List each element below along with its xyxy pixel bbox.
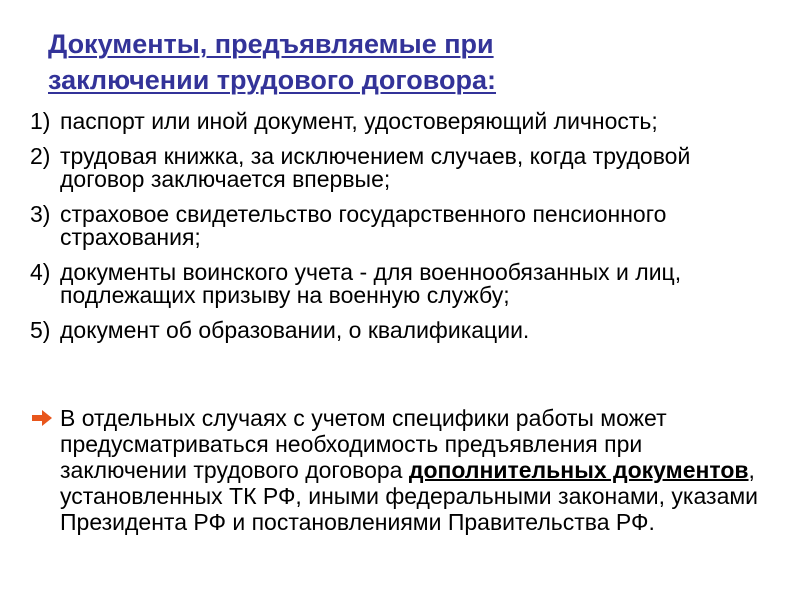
list-item — [30, 203, 770, 249]
list-item-text: трудовая книжка, за исключением случаев, когда трудовой договор заключается впервые; — [60, 143, 691, 192]
note-emphasis: дополнительных документов — [408, 457, 749, 483]
slide-title-line-1: Документы, предъявляемые при — [48, 29, 494, 59]
note-paragraph — [30, 405, 770, 535]
list-item-number: 2) — [30, 143, 51, 169]
list-item — [30, 319, 770, 342]
list-item-text: документ об образовании, о квалификации. — [60, 317, 530, 343]
list-item-number: 3) — [30, 201, 51, 227]
list-item-number: 4) — [30, 259, 51, 285]
list-item-text: паспорт или иной документ, удостоверяющий личность; — [60, 108, 658, 134]
list-item-number: 1) — [30, 108, 51, 134]
slide-title-line-2: заключении трудового договора: — [48, 65, 497, 95]
list-item — [30, 261, 770, 307]
list-item-text: документы воинского учета - для военнообязанных и лиц, подлежащих призыву на военную службу; — [60, 259, 682, 308]
list-item-number: 5) — [30, 317, 51, 343]
document-list — [30, 110, 770, 354]
list-item-text: страховое свидетельство государственного пенсионного страхования; — [60, 201, 667, 250]
slide-title — [48, 26, 668, 98]
note-text-before: В отдельных случаях с учетом специфики работы может предусматриваться необходимость предъявления при заключении трудового договора — [60, 405, 667, 483]
arrow-right-icon — [30, 408, 54, 428]
note-text-after: , установленных ТК РФ, иными федеральными законами, указами Президента РФ и постановлениями Правительства РФ. — [60, 457, 759, 535]
list-item — [30, 110, 770, 133]
list-item — [30, 145, 770, 191]
